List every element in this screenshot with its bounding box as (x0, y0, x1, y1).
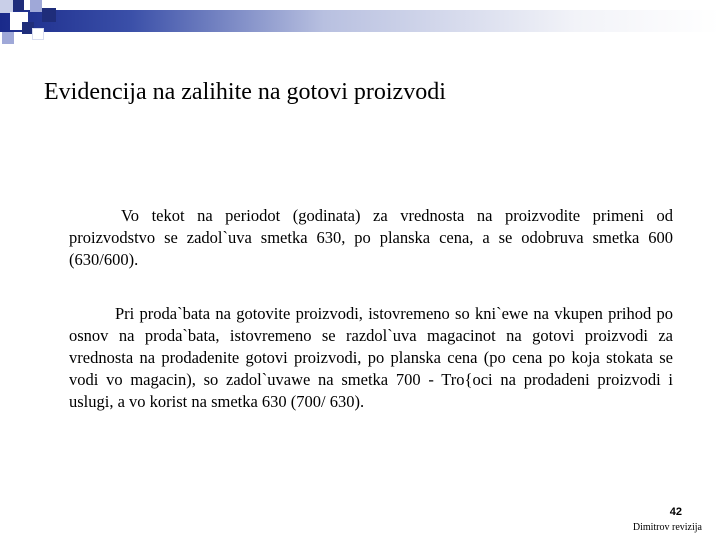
body-paragraph-2: Pri proda`bata na gotovite proizvodi, istovremeno so kni`ewe na vkupen prihod po osnov na proda`bata, istovremeno se razdol`uva magacinot na gotovi proizvodi za vrednosta na prodadenite gotovi proizvodi, po planska cena (po cena po koja stokata se vodi vo magacin), so zadol`uvawe na smetka 700 - Tro{oci na prodadeni proizvodi i uslugi, a vo korist na smetka 630 (700/ 630). (69, 304, 673, 411)
corner-square-light (30, 0, 42, 12)
corner-square-dark (42, 8, 56, 22)
corner-square-dark (13, 0, 24, 11)
body-paragraph-1: Vo tekot na periodot (godinata) za vrednosta na proizvodite primeni od proizvodstvo se zadol`uva smetka 630, po planska cena, a se odobruva smetka 600 (630/600). (69, 206, 673, 269)
footer-credit: Dimitrov revizija (632, 522, 702, 533)
corner-square-light (2, 32, 14, 44)
header-gradient-band (0, 10, 720, 32)
corner-square-white (32, 28, 44, 40)
slide-title: Evidencija na zalihite na gotovi proizvodi (44, 79, 446, 105)
page-number: 42 (669, 506, 682, 518)
